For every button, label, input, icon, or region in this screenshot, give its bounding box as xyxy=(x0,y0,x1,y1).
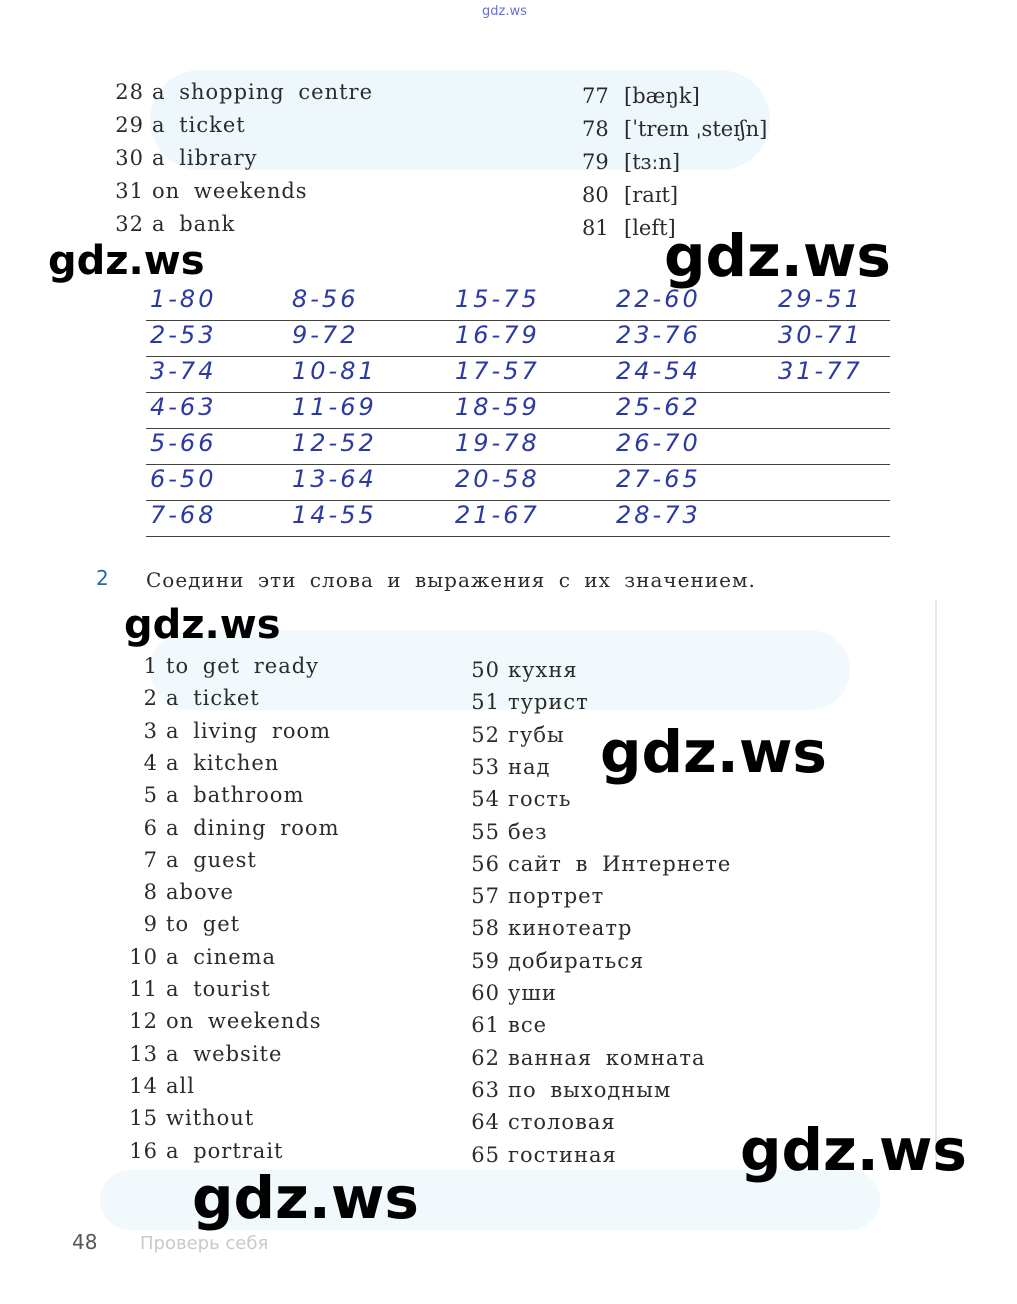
russian-item-number: 51 xyxy=(471,690,500,715)
russian-item xyxy=(470,981,557,1005)
answer-pair: 29-51 xyxy=(778,285,863,313)
ipa-item-text: [left] xyxy=(624,216,676,240)
russian-item xyxy=(470,916,632,940)
english-item-number: 9 xyxy=(143,912,158,937)
english-item-text: a cinema xyxy=(166,944,277,969)
english-item xyxy=(128,1106,254,1130)
russian-item xyxy=(470,787,571,811)
vocab-item-text: a ticket xyxy=(152,113,246,137)
watermark: gdz.ws xyxy=(600,718,827,786)
english-item xyxy=(128,719,331,743)
russian-item-text: ванная комната xyxy=(508,1045,706,1070)
answer-pair: 17-57 xyxy=(455,357,540,385)
watermark: gdz.ws xyxy=(740,1116,967,1184)
russian-item xyxy=(470,690,589,714)
answer-pair: 18-59 xyxy=(455,393,540,421)
english-item-text: a dining room xyxy=(166,815,340,840)
answer-pair: 24-54 xyxy=(616,357,701,385)
russian-item-number: 58 xyxy=(471,916,500,941)
russian-item-number: 53 xyxy=(471,754,500,779)
english-item-number: 3 xyxy=(143,718,158,743)
ipa-item-text: [tɜːn] xyxy=(624,150,681,174)
english-item xyxy=(128,654,319,678)
english-item-number: 1 xyxy=(143,654,158,678)
site-header[interactable]: gdz.ws xyxy=(482,4,527,19)
english-item-number: 11 xyxy=(129,977,158,1001)
answer-pair: 4-63 xyxy=(150,393,217,421)
russian-item xyxy=(470,852,731,876)
russian-item-text: кинотеатр xyxy=(508,916,633,941)
vocab-item-number: 28 xyxy=(115,80,144,104)
russian-item-number: 55 xyxy=(471,819,500,844)
russian-item xyxy=(470,723,565,747)
english-item-number: 4 xyxy=(143,750,158,775)
english-item-text: to get xyxy=(166,912,241,937)
english-item-text: a tourist xyxy=(166,977,271,1001)
ipa-item xyxy=(582,150,680,174)
vocab-item-text: a shopping centre xyxy=(152,80,374,104)
russian-item xyxy=(470,755,550,779)
english-item xyxy=(128,977,271,1001)
ipa-item xyxy=(582,84,700,108)
answer-pair: 22-60 xyxy=(616,285,701,313)
answer-pair: 19-78 xyxy=(455,429,540,457)
english-item xyxy=(128,912,240,936)
watermark: gdz.ws xyxy=(192,1164,419,1232)
russian-item xyxy=(470,1046,706,1070)
english-item xyxy=(128,1009,322,1033)
answer-pair: 6-50 xyxy=(150,465,217,493)
answer-pair: 9-72 xyxy=(292,321,359,349)
english-item xyxy=(128,751,279,775)
answer-pair: 16-79 xyxy=(455,321,540,349)
russian-item xyxy=(470,949,644,973)
russian-item xyxy=(470,884,604,908)
answer-pair: 7-68 xyxy=(150,501,217,529)
answer-pair: 12-52 xyxy=(292,429,377,457)
vocab-item-number: 30 xyxy=(115,146,144,170)
russian-item-text: уши xyxy=(508,981,557,1005)
english-item xyxy=(128,816,339,840)
vocab-item-text: a bank xyxy=(152,212,236,236)
answer-pair: 27-65 xyxy=(616,465,701,493)
answer-pair: 30-71 xyxy=(778,321,863,349)
answer-pair: 21-67 xyxy=(455,501,540,529)
vocab-item-number: 29 xyxy=(115,113,144,137)
vocab-item xyxy=(114,80,373,104)
vocab-item xyxy=(114,212,235,236)
english-item-number: 13 xyxy=(129,1041,158,1066)
russian-item-text: кухня xyxy=(508,658,578,682)
english-item-number: 2 xyxy=(143,686,158,711)
russian-item-text: турист xyxy=(508,690,589,715)
russian-item-text: гостиная xyxy=(508,1142,617,1167)
english-item-number: 16 xyxy=(129,1138,158,1163)
answer-pair: 10-81 xyxy=(292,357,377,385)
english-item-text: a kitchen xyxy=(166,750,280,775)
ipa-item-text: [bæŋk] xyxy=(624,84,700,108)
answer-pair: 31-77 xyxy=(778,357,863,385)
english-item-number: 5 xyxy=(143,783,158,808)
english-item xyxy=(128,880,234,904)
russian-item-number: 63 xyxy=(471,1077,500,1102)
russian-item-text: по выходным xyxy=(508,1077,672,1102)
english-item-text: a guest xyxy=(166,847,257,872)
ipa-item-number: 81 xyxy=(582,216,609,240)
answer-pair: 2-53 xyxy=(150,321,217,349)
answer-pair: 11-69 xyxy=(292,393,377,421)
russian-item xyxy=(470,1110,616,1134)
watermark: gdz.ws xyxy=(48,238,205,284)
answer-pair: 28-73 xyxy=(616,501,701,529)
answer-pair: 3-74 xyxy=(150,357,217,385)
russian-item-number: 57 xyxy=(471,884,500,909)
english-item-text: a living room xyxy=(166,718,332,743)
russian-item-number: 56 xyxy=(471,851,500,876)
english-item-text: to get ready xyxy=(166,654,320,678)
english-item-text: a ticket xyxy=(166,686,260,711)
russian-item-number: 50 xyxy=(471,658,500,682)
ipa-item xyxy=(582,117,767,141)
ipa-item xyxy=(582,183,678,207)
vocab-item-text: on weekends xyxy=(152,179,308,203)
answer-pair: 25-62 xyxy=(616,393,701,421)
russian-item-text: сайт в Интернете xyxy=(508,851,732,876)
watermark: gdz.ws xyxy=(664,222,891,290)
vocab-item xyxy=(114,113,246,137)
russian-item xyxy=(470,1143,617,1167)
answer-pair: 15-75 xyxy=(455,285,540,313)
russian-item-text: портрет xyxy=(508,884,605,909)
russian-item-text: все xyxy=(508,1013,548,1038)
ipa-item-number: 79 xyxy=(582,150,609,174)
russian-item-number: 65 xyxy=(471,1142,500,1167)
russian-item-text: гость xyxy=(508,787,572,812)
english-item xyxy=(128,686,260,710)
task-instruction: Соедини эти слова и выражения с их значением. xyxy=(146,568,756,592)
vocab-item-text: a library xyxy=(152,146,258,170)
russian-item-number: 54 xyxy=(471,787,500,812)
answer-pair: 8-56 xyxy=(292,285,359,313)
russian-item-number: 64 xyxy=(471,1110,500,1135)
english-item xyxy=(128,848,257,872)
english-item-text: a bathroom xyxy=(166,783,305,808)
english-item-number: 6 xyxy=(143,815,158,840)
page-number: 48 xyxy=(72,1230,98,1254)
ipa-item-text: [raɪt] xyxy=(624,183,679,207)
page-edge xyxy=(935,600,937,1160)
vocab-item-number: 31 xyxy=(115,179,144,203)
answer-pair: 26-70 xyxy=(616,429,701,457)
watermark: gdz.ws xyxy=(124,602,281,648)
russian-item-text: без xyxy=(508,819,548,844)
english-item-number: 10 xyxy=(129,944,158,969)
english-item-number: 15 xyxy=(129,1106,158,1131)
answer-pair: 1-80 xyxy=(150,285,217,313)
answer-pair: 14-55 xyxy=(292,501,377,529)
ipa-item-number: 80 xyxy=(582,183,609,207)
task-number: 2 xyxy=(96,566,109,590)
ipa-item-text: [ˈtreɪn ˌsteɪʃn] xyxy=(624,117,768,141)
english-item-number: 14 xyxy=(129,1073,158,1098)
russian-item-text: столовая xyxy=(508,1110,616,1135)
english-item-text: on weekends xyxy=(166,1009,322,1034)
russian-item-text: над xyxy=(508,754,551,779)
russian-item-number: 59 xyxy=(471,948,500,973)
vocab-item xyxy=(114,179,308,203)
russian-item-number: 52 xyxy=(471,722,500,747)
english-item-text: a website xyxy=(166,1041,283,1066)
russian-item-text: губы xyxy=(508,722,565,747)
english-item xyxy=(128,1139,283,1163)
vocab-item xyxy=(114,146,258,170)
english-item xyxy=(128,945,276,969)
english-item-number: 12 xyxy=(129,1009,158,1034)
answer-pair: 13-64 xyxy=(292,465,377,493)
english-item xyxy=(128,1042,282,1066)
ipa-item-number: 77 xyxy=(582,84,609,108)
russian-item xyxy=(470,1078,671,1102)
english-item-number: 7 xyxy=(143,847,158,872)
english-item-text: a portrait xyxy=(166,1138,284,1163)
english-item-text: without xyxy=(166,1106,255,1131)
russian-item xyxy=(470,820,548,844)
vocab-item-number: 32 xyxy=(115,212,144,236)
english-item-text: above xyxy=(166,880,234,905)
english-item-number: 8 xyxy=(143,880,158,905)
russian-item-text: добираться xyxy=(508,948,645,973)
english-item xyxy=(128,1074,195,1098)
english-item xyxy=(128,783,304,807)
russian-item-number: 60 xyxy=(471,981,500,1005)
russian-item-number: 61 xyxy=(471,1013,500,1038)
ipa-item xyxy=(582,216,676,240)
section-title: Проверь себя xyxy=(140,1233,269,1254)
answer-pair: 20-58 xyxy=(455,465,540,493)
ipa-item-number: 78 xyxy=(582,117,609,141)
russian-item xyxy=(470,1013,547,1037)
answer-pair: 5-66 xyxy=(150,429,217,457)
english-item-text: all xyxy=(166,1073,195,1098)
answer-pair: 23-76 xyxy=(616,321,701,349)
russian-item-number: 62 xyxy=(471,1045,500,1070)
russian-item xyxy=(470,658,578,682)
